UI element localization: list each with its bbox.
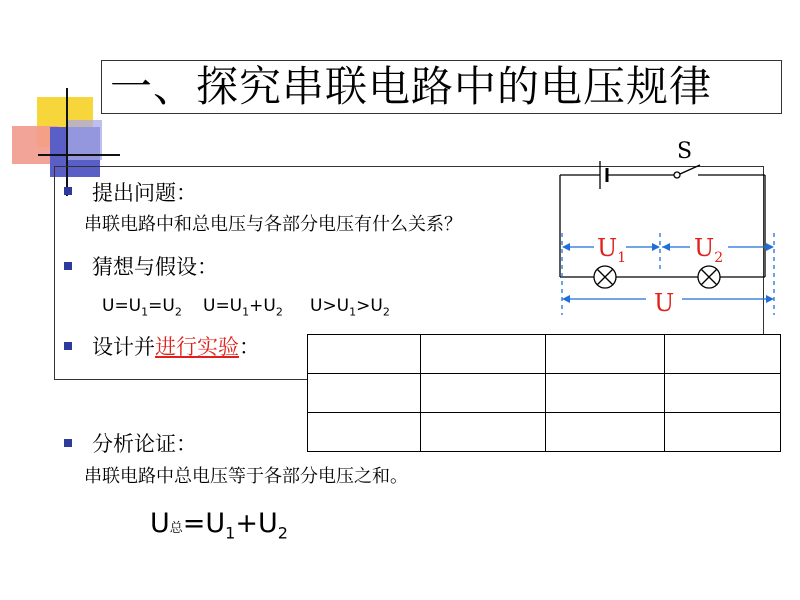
section-question-heading: 提出问题： [92, 181, 197, 205]
bullet-icon [64, 262, 72, 270]
table-row [308, 413, 781, 452]
hypothesis-3: $U>U_1>U_2$ [310, 296, 390, 319]
switch-label: S [677, 139, 693, 164]
table-cell[interactable] [308, 413, 421, 452]
experiment-table [307, 334, 781, 452]
table-row [308, 374, 781, 413]
arrowhead-icon [662, 243, 670, 251]
decor-horizontal-line [38, 154, 120, 156]
arrowhead-icon [562, 243, 570, 251]
section-analysis-detail: 串联电路中总电压等于各部分电压之和。 [84, 466, 408, 487]
arrowhead-icon [562, 295, 570, 303]
table-cell[interactable] [421, 413, 546, 452]
bullet-icon [64, 439, 72, 447]
hypothesis-1: $U=U_1=U_2$ [102, 296, 182, 319]
switch-lever [680, 165, 700, 174]
section-hypothesis-heading: 猜想与假设： [92, 255, 218, 279]
section-analysis-heading: 分析论证： [92, 432, 197, 456]
experiment-link[interactable]: 进行实验 [155, 335, 239, 359]
bullet-icon [64, 187, 72, 195]
series-circuit-diagram [550, 135, 790, 325]
arrowhead-icon [652, 243, 660, 251]
bullet-icon [64, 342, 72, 350]
table-row [308, 335, 781, 374]
conclusion-formula: U总$=U_1+U_2$ [150, 508, 288, 543]
table-cell[interactable] [308, 374, 421, 413]
arrowhead-icon [766, 295, 774, 303]
table-cell[interactable] [421, 335, 546, 374]
slide-title: 一、探究串联电路中的电压规律 [110, 62, 713, 111]
table-cell[interactable] [546, 335, 665, 374]
table-cell[interactable] [665, 335, 781, 374]
u2-label: $U_2$ [694, 234, 724, 266]
section-question-detail: 串联电路中和总电压与各部分电压有什么关系？ [84, 214, 462, 235]
arrowhead-icon [766, 243, 774, 251]
u-total-label: U [654, 289, 675, 317]
table-cell[interactable] [308, 335, 421, 374]
table-cell[interactable] [421, 374, 546, 413]
table-cell[interactable] [665, 374, 781, 413]
hypothesis-2: $U=U_1+U_2$ [203, 296, 283, 319]
switch-contact [674, 172, 680, 178]
table-cell[interactable] [665, 413, 781, 452]
section-experiment-heading: 设计并进行实验： [92, 335, 260, 359]
table-cell[interactable] [546, 413, 665, 452]
table-cell[interactable] [546, 374, 665, 413]
u1-label: $U_1$ [597, 234, 627, 266]
